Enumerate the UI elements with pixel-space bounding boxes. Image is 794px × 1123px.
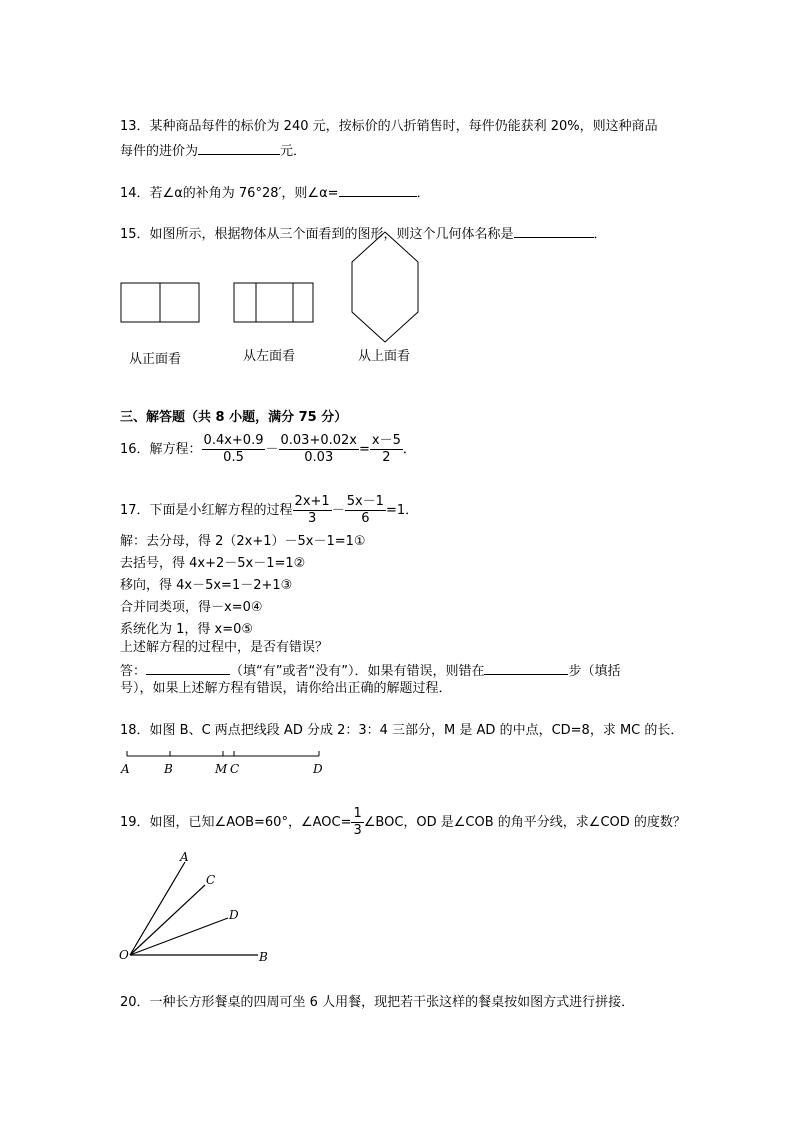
fraction-3 bbox=[370, 433, 403, 466]
fraction-2-denominator: 6 bbox=[361, 511, 370, 526]
three-view-figure bbox=[0, 0, 794, 380]
minus-sign: － bbox=[331, 503, 345, 518]
fraction-2-denominator: 0.03 bbox=[304, 450, 334, 465]
question-17-suffix: =1． bbox=[385, 503, 419, 518]
solution-step-3: 移向，得 4x－5x=1－2+1③ bbox=[120, 578, 293, 593]
solution-step-4: 合并同类项，得－x=0④ bbox=[120, 600, 263, 615]
left-view-shape bbox=[234, 283, 313, 322]
point-b-label: B bbox=[164, 762, 173, 776]
question-17 bbox=[120, 494, 418, 528]
question-16-prefix: 16．解方程： bbox=[120, 442, 202, 457]
question-14-suffix: ． bbox=[416, 186, 430, 201]
left-view-label: 从左面看 bbox=[243, 349, 296, 364]
question-17-answer-line2: 号），如果上述解方程有错误，请你给出正确的解题过程． bbox=[120, 681, 452, 696]
ray-oc bbox=[130, 885, 205, 955]
ray-oa bbox=[130, 862, 185, 955]
fraction-1-numerator: 2x+1 bbox=[294, 494, 330, 509]
question-16-suffix: ． bbox=[402, 442, 416, 457]
question-17-prefix: 17．下面是小红解方程的过程 bbox=[120, 503, 293, 518]
question-13-line1: 13．某种商品每件的标价为 240 元，按标价的八折销售时，每件仍能获利 20%，则这种商品 bbox=[120, 119, 658, 134]
fraction-3-denominator: 2 bbox=[382, 450, 391, 465]
point-d-label: D bbox=[313, 762, 323, 776]
point-a-label: A bbox=[121, 762, 130, 776]
question-17-answer-line1 bbox=[120, 660, 620, 681]
answer-blank-17b[interactable] bbox=[484, 660, 568, 675]
fraction-1 bbox=[202, 433, 266, 466]
question-14-text: 14．若∠α的补角为 76°28′，则∠α= bbox=[120, 186, 339, 201]
point-o-label: O bbox=[119, 948, 129, 962]
fraction-2 bbox=[345, 494, 386, 527]
front-view-shape bbox=[121, 283, 199, 322]
question-19 bbox=[120, 806, 686, 840]
question-19-suffix: ∠BOC，OD 是∠COB 的角平分线，求∠COD 的度数？ bbox=[363, 815, 686, 830]
answer-blank-17a[interactable] bbox=[146, 660, 230, 675]
top-view-shape bbox=[352, 232, 418, 342]
fraction-denominator: 3 bbox=[353, 823, 362, 838]
point-a-label: A bbox=[180, 850, 189, 864]
point-m-label: M bbox=[215, 762, 228, 776]
fraction-2-numerator: 5x－1 bbox=[346, 494, 384, 509]
fraction-numerator: 1 bbox=[353, 806, 362, 821]
question-16 bbox=[120, 433, 416, 467]
fraction-one-third bbox=[351, 806, 363, 839]
solution-step-5: 系统化为 1，得 x=0⑤ bbox=[120, 622, 254, 637]
question-13-suffix: 元． bbox=[280, 144, 307, 159]
point-c-label: C bbox=[230, 762, 240, 776]
question-15-suffix: ． bbox=[593, 227, 607, 242]
fraction-1-numerator: 0.4x+0.9 bbox=[203, 433, 264, 448]
question-20: 20．一种长方形餐桌的四周可坐 6 人用餐，现把若干张这样的餐桌按如图方式进行拼接． bbox=[120, 995, 635, 1010]
section-3-heading: 三、解答题（共 8 小题，满分 75 分） bbox=[120, 410, 348, 425]
front-view-label: 从正面看 bbox=[129, 352, 182, 367]
minus-sign: － bbox=[265, 442, 279, 457]
point-d-label: D bbox=[229, 908, 239, 922]
question-13-prefix: 每件的进价为 bbox=[120, 144, 199, 159]
fraction-2 bbox=[279, 433, 359, 466]
question-15-text: 15．如图所示，根据物体从三个面看到的图形，则这个几何体名称是 bbox=[120, 227, 514, 242]
answer-label: 答： bbox=[120, 664, 147, 679]
solution-step-2: 去括号，得 4x+2－5x－1=1② bbox=[120, 556, 306, 571]
point-c-label: C bbox=[206, 873, 216, 887]
fraction-1-denominator: 3 bbox=[307, 511, 317, 526]
question-17-prompt: 上述解方程的过程中，是否有错误？ bbox=[120, 640, 329, 655]
question-19-prefix: 19．如图，已知∠AOB=60°，∠AOC= bbox=[120, 815, 352, 830]
fraction-2-numerator: 0.03+0.02x bbox=[280, 433, 357, 448]
point-b-label: B bbox=[259, 950, 268, 964]
fraction-1-denominator: 0.5 bbox=[223, 450, 244, 465]
ray-od bbox=[130, 918, 228, 955]
answer-text: （填“有”或者“没有”）．如果有错误，则错在 bbox=[230, 664, 485, 679]
fraction-1 bbox=[293, 494, 332, 527]
solution-step-1: 解：去分母，得 2（2x+1）－5x－1=1① bbox=[120, 534, 366, 549]
equals-sign: = bbox=[358, 442, 370, 457]
fraction-3-numerator: x－5 bbox=[371, 433, 401, 448]
question-18: 18．如图 B、C 两点把线段 AD 分成 2：3：4 三部分，M 是 AD 的中点，CD=8，求 MC 的长． bbox=[120, 723, 684, 738]
top-view-label: 从上面看 bbox=[358, 349, 411, 364]
answer-text-end: 步（填括 bbox=[568, 664, 621, 679]
